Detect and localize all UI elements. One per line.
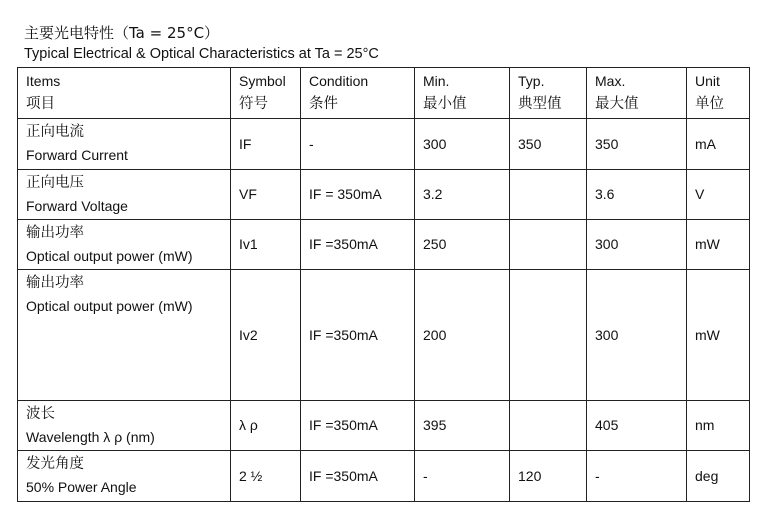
item-cell: 输出功率 Optical output power (mW): [18, 270, 231, 401]
symbol-cell: Iv2: [231, 270, 301, 401]
max-cell: 3.6: [587, 170, 687, 220]
table-row: [18, 451, 750, 502]
typ-cell: [510, 220, 587, 270]
title-english: Typical Electrical & Optical Characteristics at Ta = 25°C: [24, 46, 379, 62]
min-cell: -: [415, 451, 510, 502]
typ-cell: 120: [510, 451, 587, 502]
header-max: Max. 最大值: [587, 68, 687, 119]
condition-cell: IF =350mA: [301, 220, 415, 270]
condition-cell: IF =350mA: [301, 451, 415, 502]
max-cell: 300: [587, 220, 687, 270]
header-min: Min. 最小值: [415, 68, 510, 119]
condition-cell: IF = 350mA: [301, 170, 415, 220]
unit-cell: mA: [687, 119, 750, 170]
table-row: [18, 220, 750, 270]
header-symbol: Symbol 符号: [231, 68, 301, 119]
max-cell: -: [587, 451, 687, 502]
item-cell: 波长 Wavelength λ ρ (nm): [18, 401, 231, 451]
condition-cell: IF =350mA: [301, 401, 415, 451]
unit-cell: mW: [687, 220, 750, 270]
table-row: [18, 401, 750, 451]
unit-cell: mW: [687, 270, 750, 401]
table-row: [18, 270, 750, 401]
header-unit: Unit 单位: [687, 68, 750, 119]
max-cell: 405: [587, 401, 687, 451]
typ-cell: [510, 270, 587, 401]
min-cell: 300: [415, 119, 510, 170]
unit-cell: nm: [687, 401, 750, 451]
symbol-cell: VF: [231, 170, 301, 220]
item-cell: 正向电压 Forward Voltage: [18, 170, 231, 220]
min-cell: 200: [415, 270, 510, 401]
min-cell: 395: [415, 401, 510, 451]
symbol-cell: λ ρ: [231, 401, 301, 451]
header-row: [18, 68, 750, 119]
header-items: Items 项目: [18, 68, 231, 119]
max-cell: 350: [587, 119, 687, 170]
item-cell: 发光角度 50% Power Angle: [18, 451, 231, 502]
item-cell: 输出功率 Optical output power (mW): [18, 220, 231, 270]
max-cell: 300: [587, 270, 687, 401]
unit-cell: deg: [687, 451, 750, 502]
min-cell: 3.2: [415, 170, 510, 220]
header-condition: Condition 条件: [301, 68, 415, 119]
title-chinese: 主要光电特性（Ta = 25°C）: [24, 24, 220, 42]
table-row: [18, 119, 750, 170]
min-cell: 250: [415, 220, 510, 270]
typ-cell: [510, 401, 587, 451]
unit-cell: V: [687, 170, 750, 220]
item-cell: 正向电流 Forward Current: [18, 119, 231, 170]
header-typ: Typ. 典型值: [510, 68, 587, 119]
table-row: [18, 170, 750, 220]
typ-cell: 350: [510, 119, 587, 170]
condition-cell: IF =350mA: [301, 270, 415, 401]
symbol-cell: Iv1: [231, 220, 301, 270]
typ-cell: [510, 170, 587, 220]
symbol-cell: IF: [231, 119, 301, 170]
condition-cell: -: [301, 119, 415, 170]
characteristics-table: [17, 67, 750, 502]
symbol-cell: 2 ½: [231, 451, 301, 502]
